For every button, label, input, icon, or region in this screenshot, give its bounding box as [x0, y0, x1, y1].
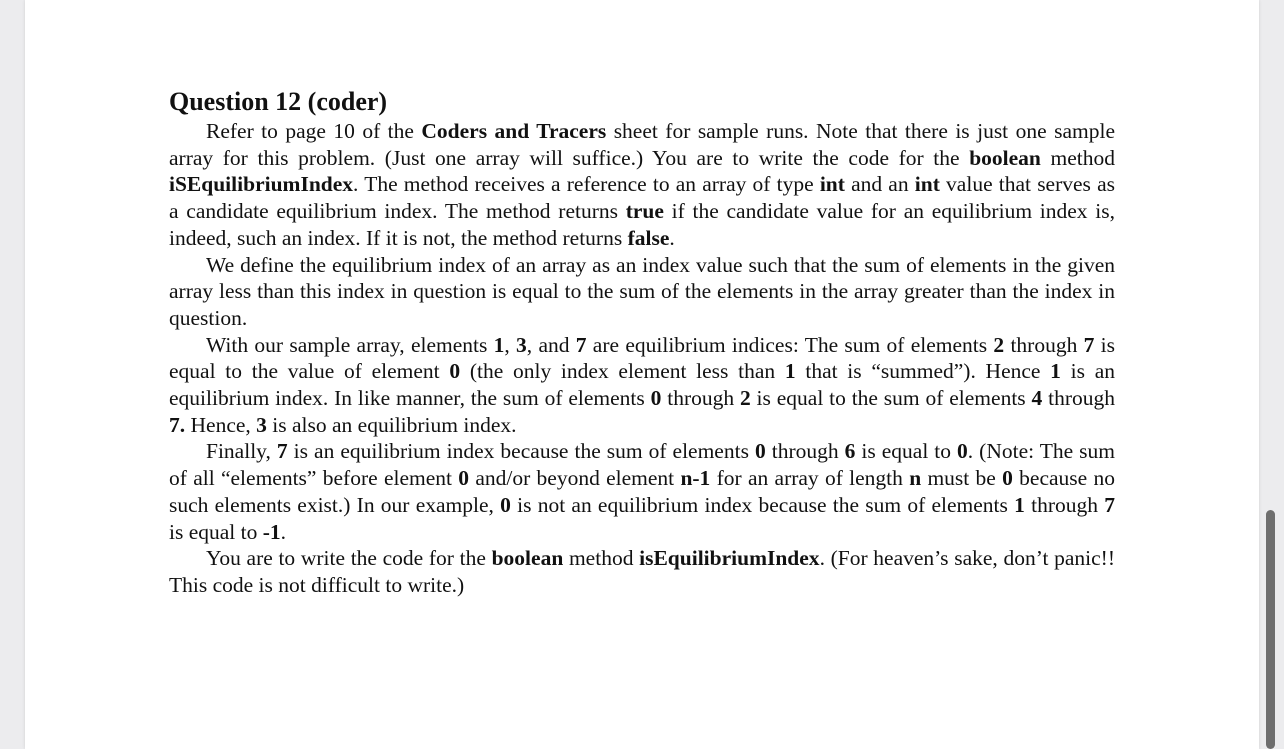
- bold-text-run: 0: [449, 359, 461, 384]
- bold-text-run: 2: [739, 386, 751, 411]
- bold-text-run: int: [819, 172, 845, 197]
- bold-text-run: 2: [993, 332, 1005, 357]
- text-run: Hence,: [185, 412, 257, 437]
- text-run: . The method receives a reference to an array of type: [353, 172, 820, 197]
- text-run: through: [1024, 492, 1105, 517]
- text-run: and an: [844, 172, 915, 197]
- bold-text-run: 1: [493, 332, 505, 357]
- text-run: . (For heaven’s sake, don’t panic!! This code is not difficult to write.): [169, 546, 1115, 597]
- paragraph-5: [169, 545, 1115, 598]
- text-run: You are to write the code for the: [206, 546, 492, 571]
- bold-text-run: n: [909, 466, 922, 491]
- text-run: if the candidate value for an equilibrium index is, indeed, such an index. If it is not, the method returns: [169, 199, 1115, 250]
- bold-text-run: 6: [844, 439, 856, 464]
- text-run: is an equilibrium index. In like manner, the sum of elements: [169, 359, 1115, 411]
- text-run: is an equilibrium index because the sum of elements: [287, 439, 755, 464]
- bold-text-run: boolean: [491, 546, 564, 571]
- bold-text-run: false: [627, 225, 670, 250]
- text-run: is also an equilibrium index.: [266, 412, 517, 437]
- text-run: through: [1004, 332, 1084, 357]
- bold-text-run: 0: [500, 492, 511, 517]
- text-run: is not an equilibrium index because the sum of elements: [510, 492, 1015, 517]
- text-run: must be: [921, 466, 1003, 491]
- bold-text-run: isEquilibriumIndex: [639, 546, 820, 571]
- scrollbar-thumb[interactable]: [1266, 510, 1275, 749]
- bold-text-run: 7.: [169, 412, 186, 437]
- bold-text-run: boolean: [969, 145, 1041, 170]
- bold-text-run: 7: [276, 439, 288, 464]
- bold-text-run: 0: [957, 439, 968, 464]
- bold-text-run: 0: [754, 439, 766, 464]
- text-run: for an array of length: [710, 466, 910, 491]
- text-run: (the only index element less than: [460, 359, 785, 384]
- bold-text-run: n-1: [680, 466, 711, 491]
- bold-text-run: 4: [1031, 386, 1043, 411]
- text-run: through: [1042, 386, 1115, 411]
- paragraph-2: [169, 252, 1115, 332]
- text-run: because no such elements exist.) In our example,: [169, 466, 1115, 517]
- text-run: method: [1040, 145, 1116, 170]
- bold-text-run: 7: [575, 332, 587, 357]
- bold-text-run: 3: [516, 332, 527, 357]
- bold-text-run: 7: [1083, 332, 1095, 357]
- bold-text-run: int: [914, 172, 940, 197]
- bold-text-run: 0: [650, 386, 662, 411]
- text-run: .: [280, 519, 287, 544]
- text-run: and/or beyond element: [469, 466, 681, 491]
- text-run: .: [669, 225, 675, 250]
- bold-text-run: 1: [1050, 359, 1061, 384]
- text-run: method: [563, 546, 640, 571]
- text-run: are equilibrium indices: The sum of elements: [586, 332, 994, 357]
- question-title: Question 12 (coder): [169, 87, 388, 116]
- text-run: Refer to page 10 of the: [206, 119, 422, 143]
- text-run: , and: [526, 332, 576, 357]
- text-run: is equal to the sum of elements: [750, 386, 1032, 411]
- document-page: [25, 0, 1259, 749]
- text-run: is equal to the value of element: [169, 332, 1115, 384]
- text-run: through: [661, 386, 740, 411]
- text-run: that is “summed”). Hence: [795, 359, 1051, 384]
- bold-text-run: 0: [1002, 466, 1013, 491]
- text-run: is equal to: [855, 439, 958, 464]
- bold-text-run: -1: [262, 519, 281, 544]
- bold-text-run: 1: [784, 359, 796, 384]
- bold-text-run: 0: [458, 466, 470, 491]
- bold-text-run: Coders and Tracers: [421, 119, 607, 143]
- text-run: With our sample array, elements: [206, 332, 494, 357]
- page-content: [169, 86, 1115, 599]
- text-run: through: [765, 439, 845, 464]
- bold-text-run: 3: [256, 412, 267, 437]
- text-run: sheet for sample runs. Note that there is just one sample array for this problem. (Just one array will suffice.) You are to write the code for the: [169, 119, 1115, 170]
- text-run: value that serves as a candidate equilibrium index. The method returns: [169, 172, 1115, 224]
- text-run: ,: [504, 332, 517, 357]
- bold-text-run: iSEquilibriumIndex: [169, 172, 354, 197]
- bold-text-run: 7: [1104, 492, 1115, 517]
- paragraph-3: [169, 332, 1115, 439]
- text-run: . (Note: The sum of all “elements” before element: [169, 439, 1116, 491]
- paragraph-4: [169, 438, 1115, 545]
- bold-text-run: 1: [1014, 492, 1025, 517]
- text-run: is equal to: [169, 519, 263, 544]
- text-run: We define the equilibrium index of an array as an index value such that the sum of elements in the given array less than this index in question is equal to the sum of the elements in the array greater than the index in question.: [169, 252, 1115, 330]
- bold-text-run: true: [625, 199, 664, 224]
- text-run: Finally,: [206, 439, 277, 464]
- paragraph-1: [169, 118, 1115, 252]
